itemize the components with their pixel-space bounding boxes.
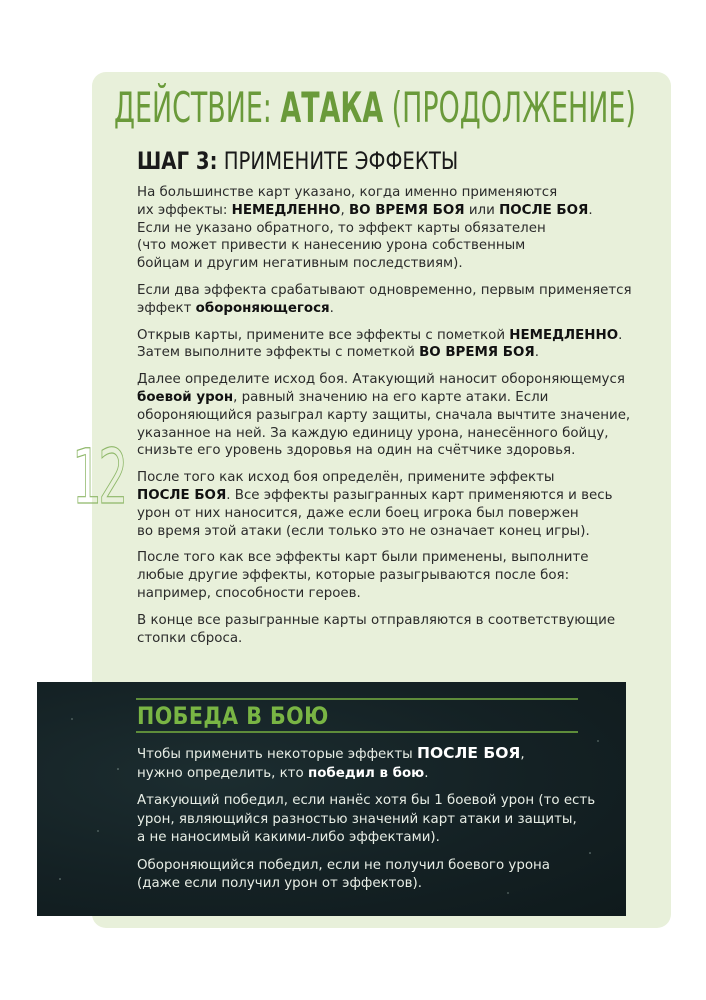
paragraph-reveal-cards	[137, 327, 623, 363]
victory-text	[137, 744, 617, 903]
texture-speck	[71, 718, 73, 720]
page-title	[114, 80, 636, 136]
text-fragment: или	[464, 202, 500, 218]
text-fragment: ,	[340, 202, 349, 218]
text-line: Атакующий победил, если нанёс хотя бы 1 боевой урон (то есть	[137, 793, 596, 808]
text-line: Если два эффекта срабатывают одновременно, первым применяется	[137, 282, 632, 298]
text-fragment: ,	[520, 747, 525, 762]
divider-top	[136, 698, 578, 700]
text-line: (что может привести к нанесению урона собственным	[137, 238, 526, 254]
step-heading	[137, 146, 458, 176]
text-line: снизьте его уровень здоровья на один на счётчике здоровья.	[137, 443, 576, 459]
text-fragment: .	[534, 345, 539, 361]
text-fragment: Открыв карты, примените все эффекты с пометкой	[137, 327, 510, 343]
victory-paragraph-defender	[137, 857, 617, 894]
text-line: После того как все эффекты карт были применены, выполните	[137, 550, 589, 566]
text-line: стопки сброса.	[137, 630, 243, 646]
paragraph-other-effects	[137, 549, 617, 602]
victory-title: ПОБЕДА В БОЮ	[137, 702, 329, 730]
step-label: ШАГ 3:	[137, 147, 218, 175]
text-fragment: .	[329, 300, 334, 316]
text-line: Обороняющийся победил, если не получил боевого урона	[137, 857, 550, 873]
text-line: а не наносимый какими-либо эффектами).	[137, 830, 440, 845]
keyword-after-battle: ПОСЛЕ БОЯ	[499, 202, 589, 218]
text-line: например, способности героев.	[137, 585, 361, 601]
text-line: На большинстве карт указано, когда именно применяются	[137, 185, 558, 200]
paragraph-discard	[137, 612, 617, 648]
victory-paragraph-determine	[137, 744, 617, 783]
divider-bottom	[136, 731, 578, 733]
title-part-attack: АТАКА	[280, 83, 384, 132]
text-fragment: .	[424, 765, 429, 781]
text-line: После того как исход боя определён, примените эффекты	[137, 470, 555, 486]
title-part-action: ДЕЙСТВИЕ:	[114, 83, 281, 132]
keyword-combat-damage: боевой урон	[137, 389, 234, 405]
keyword-after-battle: ПОСЛЕ БОЯ	[137, 487, 227, 503]
text-line: урон, являющийся разностью значений карт атаки и защиты,	[137, 811, 577, 827]
keyword-after-battle: ПОСЛЕ БОЯ	[417, 744, 521, 762]
text-fragment: нужно определить, кто	[137, 765, 308, 781]
texture-speck	[59, 878, 61, 880]
page-number: 12	[72, 432, 125, 521]
paragraph-combat-damage	[137, 371, 631, 460]
text-fragment: эффект	[137, 300, 196, 316]
text-line: урон от них наносится, даже если боец игрока был повержен	[137, 505, 579, 521]
keyword-during-battle: ВО ВРЕМЯ БОЯ	[419, 345, 535, 361]
keyword-during-battle: ВО ВРЕМЯ БОЯ	[348, 202, 465, 218]
paragraph-simultaneous-effects	[137, 282, 632, 318]
victory-paragraph-attacker	[137, 792, 617, 848]
text-fragment: .	[588, 202, 593, 218]
text-line: во время этой атаки (если только это не означает конец игры).	[137, 523, 590, 539]
text-line: обороняющийся разыграл карту защиты, сначала вычтите значение,	[137, 407, 631, 423]
text-fragment: Затем выполните эффекты с пометкой	[137, 345, 420, 361]
text-line: (даже если получил урон от эффектов).	[137, 876, 423, 891]
texture-speck	[117, 768, 119, 770]
paragraph-effects-timing	[137, 184, 617, 273]
text-line: Далее определите исход боя. Атакующий наносит обороняющемуся	[137, 372, 625, 388]
keyword-defender: обороняющегося	[195, 300, 330, 316]
text-line: любые другие эффекты, которые разыгрываются после боя:	[137, 568, 570, 584]
text-fragment: .	[618, 327, 623, 343]
title-part-continued: (ПРОДОЛЖЕНИЕ)	[383, 83, 636, 132]
rules-text	[137, 184, 632, 656]
keyword-immediately: НЕМЕДЛЕННО	[231, 202, 341, 218]
keyword-immediately: НЕМЕДЛЕННО	[509, 327, 619, 343]
step-text: ПРИМЕНИТЕ ЭФФЕКТЫ	[217, 147, 459, 175]
text-line: Если не указано обратного, то эффект карты обязателен	[137, 220, 546, 236]
text-line: бойцам и другим негативным последствиям).	[137, 256, 463, 272]
text-fragment: . Все эффекты разыгранных карт применяются и весь	[226, 487, 613, 503]
keyword-won-battle: победил в бою	[307, 765, 425, 781]
texture-speck	[597, 740, 599, 742]
texture-speck	[97, 830, 99, 832]
text-fragment: , равный значению на его карте атаки. Если	[233, 389, 549, 405]
paragraph-after-battle	[137, 469, 617, 540]
text-fragment: Чтобы применить некоторые эффекты	[137, 747, 418, 762]
text-line: указанное на ней. За каждую единицу урона, нанесённого бойцу,	[137, 425, 609, 441]
text-line: их эффекты:	[137, 202, 232, 218]
text-line: В конце все разыгранные карты отправляются в соответствующие	[137, 612, 616, 628]
